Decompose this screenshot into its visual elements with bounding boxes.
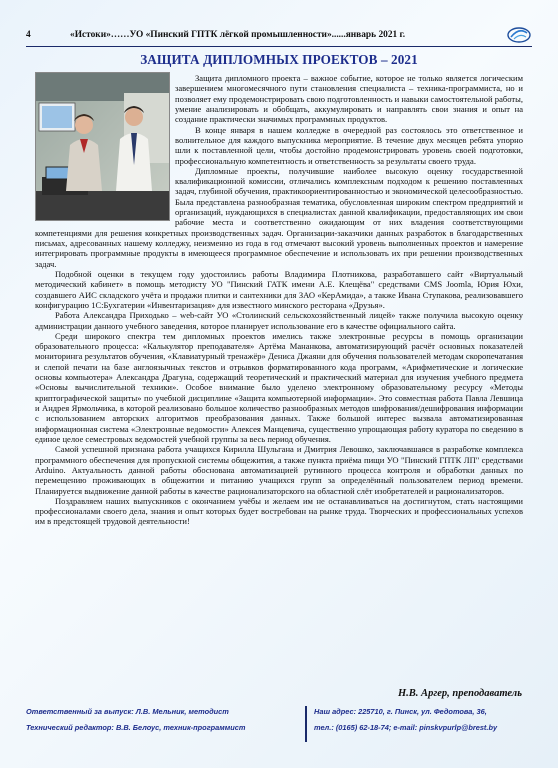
paragraph-8: Поздравляем наших выпускников с окончанием учёбы и желаем им не останавливаться на достигнутом, стать настоящими профессионалами своего дела, знания и опыт которых будет востребован на рынке труда. Творческих и профессиональных успехов им в предстоящей трудовой деятельности! <box>35 495 523 527</box>
article-title: ЗАЩИТА ДИПЛОМНЫХ ПРОЕКТОВ – 2021 <box>140 52 418 67</box>
paragraph-6: Среди широкого спектра тем дипломных проектов имелись также электронные ресурсы в помощь организации образовательного процесса: «Калькулятор преподавателя» Артёма Мананкова, автоматизирующий расчёт основных показателей мониторинга результатов обучения, «Клавиатурный тренажёр» Дениса Джаяни для обучения пользователей методам скоропечатания и слепой печати на базе англоязычных текстов и отрывков форматированного кода программ, «Арифметические и логические основы компьютера» Александра Драгуна, содержащий теоретический и практический материал для изучения учебного предмета «Основы вычислительной техники». Особое внимание было уделено электронному образовательному ресурсу «Методы криптографической защиты» по учебной дисциплине «Защита компьютерной информации». Это совместная работа Павла Левшица и Андрея Ярмольчика, в которой реализовано большое количество разнообразных методов шифрования/дешифрования информации с использованием авторских алгоритмов преобразования данных. Также большой интерес вызвала автоматизированная информационная система «Электронные ведомости» Алексея Манцевича, существенно упрощающая работу куратора по сведению в единое целое семестровых ведомостей учебной группы за весь период обучения. <box>35 330 523 444</box>
paragraph-5: Работа Александра Приходько – web-сайт УО «Столинский сельскохозяйственный лицей» также получила высокую оценку администрации данного учебного заведения, которое планирует использование его в качестве официального сайта. <box>35 310 523 331</box>
contact-info: тел.: (0165) 62-18-74; e-mail: pinskvpurlp@brest.by <box>314 723 498 732</box>
responsible-person: Ответственный за выпуск: Л.В. Мельник, методист <box>26 707 229 716</box>
college-logo-icon <box>506 24 532 44</box>
paragraph-1: Защита дипломного проекта – важное событие, которое не только является логическим завершением многомесячного пути становления специалиста – техника-программиста, но и позволяет ему продемонстрировать свою подготовленность и навыки самостоятельной работы, умение анализировать и обобщать, аккумулировать и направлять свои знания и опыт на создание практически значимых программных продуктов. <box>175 73 523 125</box>
page-header <box>26 26 532 47</box>
photo-spacer <box>35 73 175 226</box>
publication-line: «Истоки»……УО «Пинский ГПТК лёгкой промышленности»......январь 2021 г. <box>70 30 406 40</box>
article-body <box>35 73 523 527</box>
paragraph-4: Подобной оценки в текущем году удостоились работы Владимира Плотникова, разработавшего сайт «Виртуальный методический кабинет» в помощь методисту УО "Пинский ГАТК имени А.Е. Клещёва" средствами CMS Joomla, Юрия Юхи, создавшего АИС складского учёта и продажи плитки и сантехники для ЗАО «КерАмида», а также Ивана Ступакова, реализовавшего конфигурацию 1С:Бухгатерии «Инвентаризация» для известного минского ресторана «Друзья». <box>35 268 523 310</box>
page-footer <box>26 703 536 745</box>
footer-divider <box>305 706 307 742</box>
page-number: 4 <box>26 30 31 40</box>
paragraph-2: В конце января в нашем колледже в очередной раз состоялось это ответственное и волнительное для каждого выпускника мероприятие. В течение двух месяцев ребята упорно шли к поставленной цели, чтобы достойно продемонстрировать уровень своей подготовки, профессиональную компетентность и ответственность за результаты своего труда. <box>175 124 523 166</box>
author-signature: Н.В. Аргер, преподаватель <box>398 688 522 699</box>
postal-address: Наш адрес: 225710, г. Пинск, ул. Федотова, 36, <box>314 707 487 716</box>
technical-editor: Технический редактор: В.В. Белоус, техник-программист <box>26 723 246 732</box>
paragraph-3: Дипломные проекты, получившие наиболее высокую оценку государственной квалификационной комиссии, отличались комплексным подходом к решению поставленных задач, глубиной обучения, практикоориентированностью и экономической целесообразностью. Была представлена разнообразная тематика, обусловленная широким спектром предприятий и организаций, нуждающихся в специалистах данной квалификации, предоставляющих им свои рабочие места и соответственно ожидающим от них владения соответствующими компетенциями для решения конкретных производственных задач. Организации-заказчики данных разработок в благодарственных письмах, адресованных нашему колледжу, неизменно из года в год отмечают высокий уровень выполненных проектов и намерение интегрировать программные продукты в имеющееся программное обеспечение и использовать их при решении производственных задач. <box>35 165 523 269</box>
paragraph-7: Самой успешной признана работа учащихся Кирилла Шульгана и Дмитрия Левошко, заключавшаяся в разработке комплекса программного обеспечения для пропускной системы общежития, а также пункта приёма пищи УО "Пинский ГПТК ЛП" средствами Arduino. Актуальность данной работы обоснована автоматизацией рутинного процесса контроля и обработки данных по перемещению проживающих в общежитии и питанию учащихся групп за определённый пользователем период времени. Планируется выдвижение данной работы в качестве рационализаторского на областной слёт изобретателей и рационализаторов. <box>35 444 523 496</box>
